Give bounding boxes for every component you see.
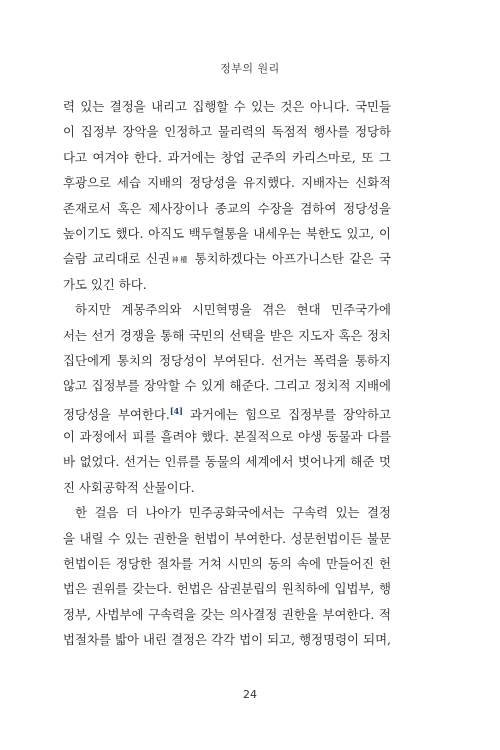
text-fragment: 과거에는 힘으로 집정부를 장악하고 [182, 406, 391, 422]
running-header: 정부의 원리 [220, 62, 280, 75]
text-line: 높이기도 했다. 아직도 백두혈통을 내세우는 북한도 있고, 이 [63, 225, 391, 241]
text-line: 않고 집정부를 장악할 수 있게 해준다. 그리고 정치적 지배에 [63, 378, 391, 394]
text-line: 가도 있긴 하다. [63, 276, 147, 292]
text-line: 법은 권위를 갖는다. 헌법은 삼권분립의 원칙하에 입법부, 행 [63, 581, 391, 597]
text-line: 집단에게 통치의 정당성이 부여된다. 선거는 폭력을 통하지 [63, 352, 391, 368]
text-fragment: 슬람 교리대로 신권 [63, 251, 170, 267]
text-line [63, 246, 391, 271]
text-line: 존재로서 혹은 제사장이나 종교의 수장을 겸하여 정당성을 [63, 200, 391, 216]
text-line: 법절차를 밟아 내린 결정은 각각 법이 되고, 행정명령이 되며, [63, 632, 391, 648]
text-line: 후광으로 세습 지배의 정당성을 유지했다. 지배자는 신화적 [63, 175, 391, 191]
text-line: 서는 선거 경쟁을 통해 국민의 선택을 받은 지도자 혹은 정치 [63, 327, 391, 343]
text-line: 헌법이든 정당한 절차를 거쳐 시민의 동의 속에 만들어진 헌 [63, 556, 391, 572]
text-line: 이 과정에서 피를 흘려야 했다. 본질적으로 야생 동물과 다를 [63, 429, 391, 445]
text-line: 을 내릴 수 있는 권한을 헌법이 부여한다. 성문헌법이든 불문 [63, 530, 391, 546]
text-fragment: 통치하겠다는 아프가니스탄 같은 국 [189, 251, 391, 267]
footnote-reference[interactable]: [4] [169, 405, 183, 416]
text-line: 진 사회공학적 산물이다. [63, 479, 195, 495]
page-number: 24 [243, 688, 257, 701]
text-line: 한 걸음 더 나아가 민주공화국에서는 구속력 있는 결정 [75, 505, 391, 521]
text-line: 력 있는 결정을 내리고 집행할 수 있는 것은 아니다. 국민들 [63, 99, 391, 114]
body-text [63, 94, 391, 653]
hanja-gloss: 神權 [169, 256, 190, 265]
text-line [63, 399, 391, 424]
text-line: 바 없었다. 선거는 인류를 동물의 세계에서 벗어나게 해준 멋 [63, 454, 391, 470]
text-line: 이 집정부 장악을 인정하고 물리력의 독점적 행사를 정당하 [63, 124, 391, 140]
text-fragment: 정당성을 부여한다. [63, 406, 170, 422]
text-line: 정부, 사법부에 구속력을 갖는 의사결정 권한을 부여한다. 적 [63, 606, 391, 622]
text-line: 다고 여겨야 한다. 과거에는 창업 군주의 카리스마로, 또 그 [63, 149, 391, 165]
text-line: 하지만 계몽주의와 시민혁명을 겪은 현대 민주국가에 [75, 302, 391, 318]
